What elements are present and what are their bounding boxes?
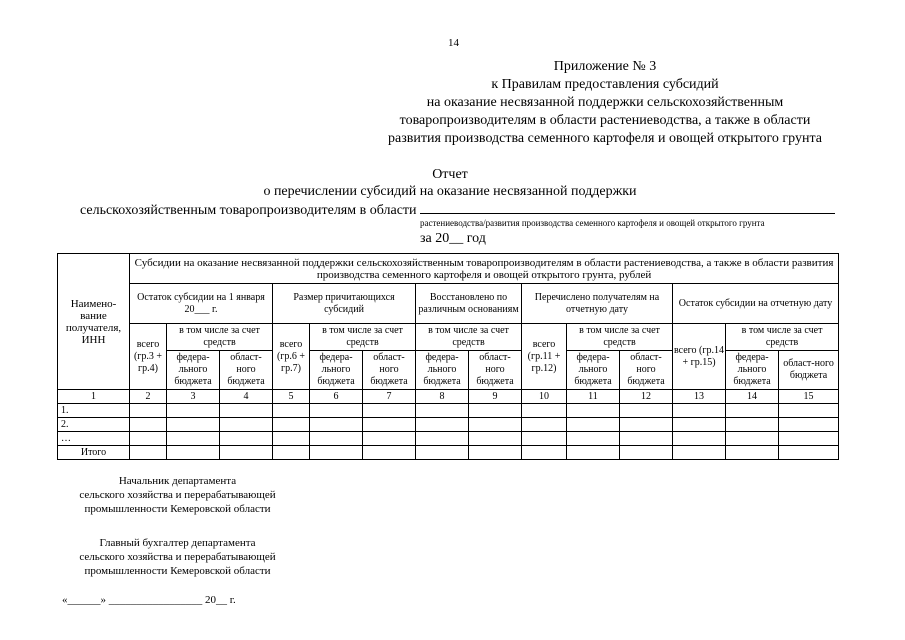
- col-number: 11: [567, 390, 620, 404]
- appendix-header: [360, 58, 850, 148]
- row-label: 1.: [58, 404, 130, 418]
- col-number: 13: [673, 390, 726, 404]
- title-line: о перечислении субсидий на оказание несвязанной поддержки: [263, 184, 637, 199]
- col-number: 10: [522, 390, 567, 404]
- date-line: «______» _________________ 20__ г.: [62, 594, 236, 606]
- col-number: 5: [273, 390, 310, 404]
- main-header: Субсидии на оказание несвязанной поддержки сельскохозяйственным товаропроизводителям в области растениеводства, а также в области развития производства семенного картофеля и овощей открытого грунта, рублей: [130, 254, 839, 284]
- col-number: 12: [620, 390, 673, 404]
- blank-underline: [420, 200, 835, 214]
- incl-header: в том числе за счет средств: [416, 324, 522, 351]
- total-col-header: всего (гр.6 + гр.7): [273, 324, 310, 390]
- total-label: Итого: [58, 446, 130, 460]
- signature-line: сельского хозяйства и перерабатывающей: [79, 551, 276, 563]
- incl-header: в том числе за счет средств: [167, 324, 273, 351]
- incl-header: в том числе за счет средств: [310, 324, 416, 351]
- col-number: 8: [416, 390, 469, 404]
- signature-line: сельского хозяйства и перерабатывающей: [79, 489, 276, 501]
- fed-header: федера-льного бюджета: [416, 351, 469, 390]
- fed-header: федера-льного бюджета: [726, 351, 779, 390]
- appendix-line: на оказание несвязанной поддержки сельскохозяйственным: [426, 95, 784, 110]
- group-header: Перечислено получателям на отчетную дату: [522, 284, 673, 324]
- reg-header: област-ного бюджета: [620, 351, 673, 390]
- incl-header: в том числе за счет средств: [567, 324, 673, 351]
- reg-header: област-ного бюджета: [220, 351, 273, 390]
- signature-line: промышленности Кемеровской области: [84, 503, 271, 515]
- reg-header: област-ного бюджета: [779, 351, 839, 390]
- signature-line: промышленности Кемеровской области: [84, 565, 271, 577]
- group-header: Размер причитающихся субсидий: [273, 284, 416, 324]
- appendix-line: товаропроизводителям в области растениеводства, а также в области: [399, 113, 811, 128]
- report-table: [57, 253, 839, 460]
- col-number: 9: [469, 390, 522, 404]
- row-label: …: [58, 432, 130, 446]
- title-line: Отчет: [432, 167, 468, 182]
- fed-header: федера-льного бюджета: [567, 351, 620, 390]
- incl-header: в том числе за счет средств: [726, 324, 839, 351]
- group-header: Остаток субсидии на отчетную дату: [673, 284, 839, 324]
- col-number: 14: [726, 390, 779, 404]
- table-row: [58, 418, 839, 432]
- appendix-line: Приложение № 3: [553, 59, 657, 74]
- report-year: за 20__ год: [420, 231, 486, 246]
- fed-header: федера-льного бюджета: [310, 351, 363, 390]
- appendix-line: к Правилам предоставления субсидий: [491, 77, 719, 92]
- column-numbers-row: [58, 390, 839, 404]
- col-number: 1: [58, 390, 130, 404]
- row-label: 2.: [58, 418, 130, 432]
- group-header: Остаток субсидии на 1 января 20___ г.: [130, 284, 273, 324]
- signature-line: Главный бухгалтер департамента: [99, 537, 256, 549]
- total-col-header: всего (гр.11 + гр.12): [522, 324, 567, 390]
- page-number: 14: [448, 37, 459, 49]
- head-signature: [60, 474, 295, 516]
- col-number: 6: [310, 390, 363, 404]
- total-col-header: всего (гр.3 + гр.4): [130, 324, 167, 390]
- col-number: 2: [130, 390, 167, 404]
- col-number: 7: [363, 390, 416, 404]
- report-title: [60, 166, 840, 200]
- col-number: 3: [167, 390, 220, 404]
- appendix-line: развития производства семенного картофеля и овощей открытого грунта: [388, 131, 822, 146]
- group-header: Восстановлено по различным основаниям: [416, 284, 522, 324]
- accountant-signature: [60, 536, 295, 578]
- signature-line: Начальник департамента: [118, 475, 237, 487]
- reg-header: област-ного бюджета: [363, 351, 416, 390]
- title-field-line: [80, 200, 835, 219]
- col-number: 15: [779, 390, 839, 404]
- table-row: [58, 404, 839, 418]
- title-line: сельскохозяйственным товаропроизводителям в области: [80, 203, 417, 218]
- total-row: [58, 446, 839, 460]
- fed-header: федера-льного бюджета: [167, 351, 220, 390]
- total-col-header: всего (гр.14 + гр.15): [673, 324, 726, 390]
- table-row: [58, 432, 839, 446]
- col-number: 4: [220, 390, 273, 404]
- reg-header: област-ного бюджета: [469, 351, 522, 390]
- name-header: Наимено-вание получателя, ИНН: [58, 254, 130, 390]
- field-hint: растениеводства/развития производства семенного картофеля и овощей открытого грунта: [420, 218, 765, 228]
